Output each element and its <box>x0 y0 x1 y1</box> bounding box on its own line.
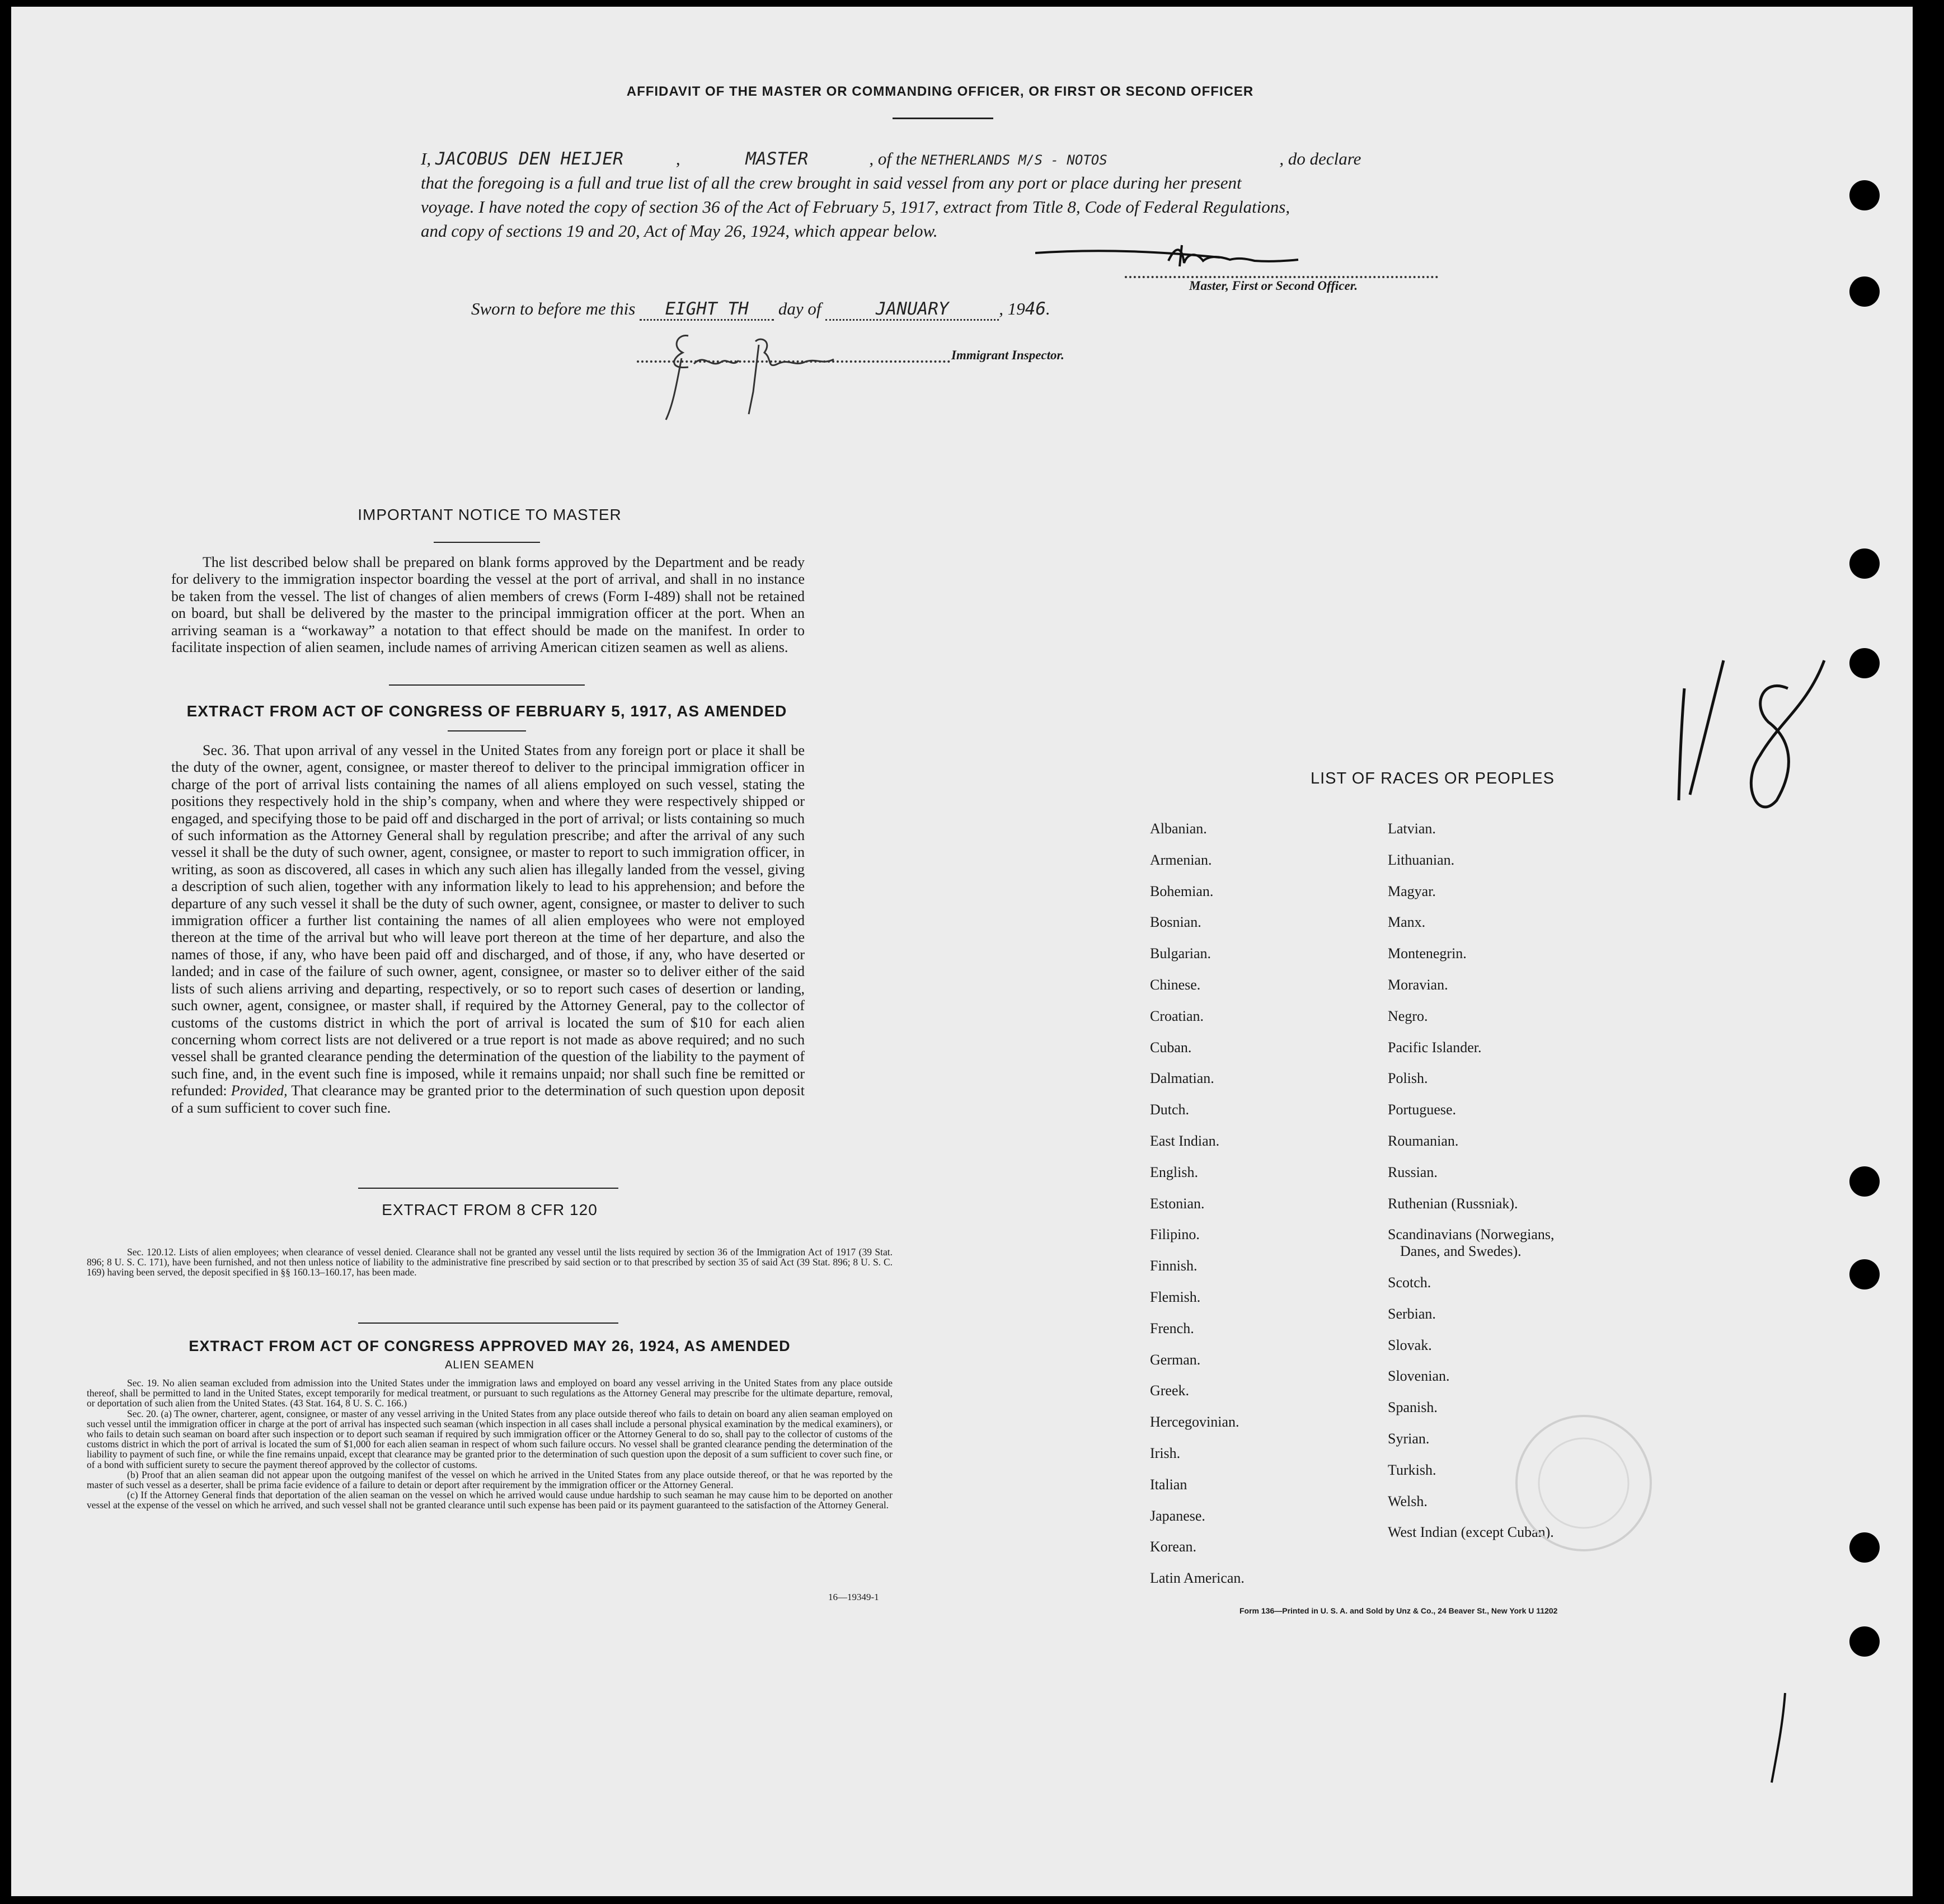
race-item: Filipino. <box>1150 1226 1200 1243</box>
race-item: Ruthenian (Russniak). <box>1388 1195 1518 1212</box>
race-item: Spanish. <box>1388 1399 1438 1416</box>
rank-field: MASTER <box>684 147 869 171</box>
race-item: Japanese. <box>1150 1507 1205 1524</box>
form-footer: Form 136—Printed in U. S. A. and Sold by Unz & Co., 24 Beaver St., New York U 11202 <box>1239 1606 1558 1615</box>
section-divider <box>358 1323 618 1324</box>
race-item: Bohemian. <box>1150 883 1214 899</box>
race-item: Magyar. <box>1388 883 1436 899</box>
race-item: Serbian. <box>1388 1305 1436 1322</box>
inspector-signature <box>655 325 867 425</box>
race-item: German. <box>1150 1351 1201 1368</box>
race-item: Lithuanian. <box>1388 851 1455 868</box>
race-item: Cuban. <box>1150 1039 1192 1056</box>
race-item: Korean. <box>1150 1539 1197 1555</box>
binder-hole <box>1849 1532 1880 1563</box>
race-item: Dutch. <box>1150 1101 1190 1118</box>
race-item: Irish. <box>1150 1445 1181 1461</box>
race-item: Russian. <box>1388 1164 1438 1180</box>
binder-hole <box>1849 180 1880 210</box>
print-code: 16—19349-1 <box>828 1592 879 1602</box>
race-item: Welsh. <box>1388 1493 1428 1509</box>
declaration <box>421 147 1478 243</box>
master-signature <box>1035 241 1304 280</box>
section-divider <box>358 1188 618 1189</box>
race-item: Italian <box>1150 1476 1187 1493</box>
race-item: Roumanian. <box>1388 1133 1459 1149</box>
signature-line <box>1125 276 1438 278</box>
handwritten-mark <box>1656 655 1841 840</box>
race-item: Bosnian. <box>1150 914 1201 931</box>
race-item: Estonian. <box>1150 1195 1205 1212</box>
binder-hole <box>1849 1259 1880 1289</box>
race-item: Hercegovinian. <box>1150 1414 1239 1431</box>
race-item: East Indian. <box>1150 1133 1220 1149</box>
sec-19: Sec. 19. No alien seaman excluded from admission into the United States under the immigration laws and employed on board any vessel arriving in the United States from any place outside thereof, shall be permitted to land in the United States, except temporarily for medical treatment, or pursuant to such regulations as the Attorney General may prescribe for the ultimate departure, removal, or deportation of such alien from the United States. (43 Stat. 164, 8 U. S. C. 166.) <box>87 1377 893 1409</box>
race-item: Greek. <box>1150 1382 1190 1399</box>
title-divider <box>893 118 993 119</box>
race-item: Manx. <box>1388 914 1426 931</box>
extract-cfr-body: Sec. 120.12. Lists of alien employees; when clearance of vessel denied. Clearance shall not be granted any vessel until the lists required by section 36 of the Immigration Act of 1917 (39 Stat. 896; 8 U. S. C. 171), have been furnished, and not then unless notice of liability to the administrative fine prescribed by said section or to that prescribed by section 35 of said Act (39 Stat. 896; 8 U. S. C. 169) having been served, the deposit specified in §§ 160.13–160.17, has been made. <box>87 1246 893 1278</box>
race-item: Montenegrin. <box>1388 945 1467 962</box>
binder-hole <box>1849 548 1880 579</box>
extract-1924-subtitle: ALIEN SEAMEN <box>445 1359 534 1371</box>
race-item: Dalmatian. <box>1150 1070 1214 1087</box>
sworn-line: Sworn to before me this EIGHT TH day of JANUARY , 1946. <box>471 299 1050 321</box>
race-item: West Indian (except Cuban). <box>1388 1524 1554 1541</box>
inspector-signature-line <box>637 360 950 363</box>
race-item: Armenian. <box>1150 851 1212 868</box>
race-item: Albanian. <box>1150 820 1207 837</box>
race-item: Slovenian. <box>1388 1368 1450 1385</box>
officer-label: Master, First or Second Officer. <box>1189 279 1358 293</box>
race-item: Slovak. <box>1388 1336 1432 1353</box>
sworn-year-field: 46 <box>1025 299 1046 319</box>
declaration-line-2: that the foregoing is a full and true list of all the crew brought in said vessel from any port or place during her present <box>421 173 1242 193</box>
race-item: Finnish. <box>1150 1258 1198 1274</box>
inspector-label: Immigrant Inspector. <box>951 348 1064 362</box>
faint-seal <box>1511 1410 1656 1556</box>
binder-hole <box>1849 648 1880 678</box>
extract-cfr-title: EXTRACT FROM 8 CFR 120 <box>382 1201 598 1218</box>
race-item: Moravian. <box>1388 977 1448 993</box>
race-item: Bulgarian. <box>1150 945 1212 962</box>
race-item: Scandinavians (Norwegians, <box>1388 1226 1555 1243</box>
race-item: Syrian. <box>1388 1431 1430 1447</box>
extract-1917-divider <box>448 730 526 731</box>
extract-1924-body <box>87 1378 893 1511</box>
races-title: LIST OF RACES OR PEOPLES <box>1310 770 1555 787</box>
race-item: Polish. <box>1388 1070 1428 1087</box>
extract-1917-body: Sec. 36. That upon arrival of any vessel in the United States from any foreign port or place it shall be the duty of the owner, agent, consignee, or master thereof to deliver to the principal immigration officer in charge of the port of arrival lists containing the names of all aliens employed on such vessel, stating the positions they respectively hold in the ship’s company, when and where they were respectively shipped or engaged, and specifying those to be paid off and discharged in the port of arrival; or lists containing so much of such information as the Attorney General shall by regulation prescribe; and after the arrival of any such vessel it shall be the duty of such owner, agent, consignee, or master to report to such immigration officer, in writing, as soon as discovered, all cases in which any such alien has illegally landed from the vessel, giving a description of such alien, together with any information likely to lead to his apprehension; and before the departure of any such vessel it shall be the duty of such owner, agent, consignee, or master to deliver to such immigration officer a further list containing the names of all alien employees who were not employed thereon at the time of the arrival but who will leave port thereon at the time of her departure, and also the names of those, if any, who have been paid off and discharged, and of those, if any, who have deserted or landed; and in case of the failure of such owner, agent, consignee, or master so to deliver either of the said lists of such aliens arriving and departing, respectively, or so to report such cases of desertion or landing, such owner, agent, consignee, or master shall, if required by the Attorney General, pay to the collector of customs of the customs district in which the port of arrival is located the sum of $10 for each alien concerning whom correct lists are not delivered or a true report is not made as above required; and no such vessel shall be granted clearance pending the determination of the question of the liability to the payment of such fine, and, in the event such fine is imposed, while it remains unpaid; nor shall such fine be remitted or refunded: Provided, That clearance may be granted prior to the determination of such question upon deposit of a sum sufficient to cover such fine. <box>171 742 805 1116</box>
section-divider <box>389 684 585 686</box>
race-item: Latvian. <box>1388 820 1436 837</box>
declaration-line-1: I, JACOBUS DEN HEIJER , MASTER , of the NETHERLANDS M/S - NOTOS , do declare <box>421 147 1478 171</box>
notice-title: IMPORTANT NOTICE TO MASTER <box>358 506 622 523</box>
sec-20b: (b) Proof that an alien seaman did not appear upon the outgoing manifest of the vessel on which he arrived in the United States from any place outside thereof, or that he was reported by the master of such vessel as a deserter, shall be prima facie evidence of a failure to detain or deport after requirement by the immigration officer or the Attorney General. <box>87 1469 893 1491</box>
sec-20c: (c) If the Attorney General finds that deportation of the alien seaman on the vessel on which he arrived would cause undue hardship to such seaman he may cause him to be deported on another vessel at the expense of the vessel on which he arrived, and such vessel shall not be granted clearance until such expense has been paid or its payment guaranteed to the satisfaction of the Attorney General. <box>87 1489 893 1511</box>
vessel-field: NETHERLANDS M/S - NOTOS <box>921 148 1279 171</box>
race-item: Negro. <box>1388 1007 1428 1024</box>
extract-1917-title: EXTRACT FROM ACT OF CONGRESS OF FEBRUARY 5, 1917, AS AMENDED <box>186 702 787 720</box>
declaration-line-4: and copy of sections 19 and 20, Act of May 26, 1924, which appear below. <box>421 221 938 241</box>
race-item: English. <box>1150 1164 1198 1180</box>
race-item: Flemish. <box>1150 1289 1201 1305</box>
binder-hole <box>1849 1626 1880 1657</box>
race-item: Turkish. <box>1388 1461 1436 1478</box>
race-item: French. <box>1150 1320 1194 1336</box>
race-item: Scotch. <box>1388 1274 1431 1291</box>
extract-1924-title: EXTRACT FROM ACT OF CONGRESS APPROVED MAY 26, 1924, AS AMENDED <box>189 1338 791 1354</box>
notice-divider <box>434 542 540 543</box>
affidavit-title: AFFIDAVIT OF THE MASTER OR COMMANDING OFFICER, OR FIRST OR SECOND OFFICER <box>626 84 1254 99</box>
race-item: Portuguese. <box>1388 1101 1457 1118</box>
master-name-field: JACOBUS DEN HEIJER <box>435 147 676 171</box>
race-item: Croatian. <box>1150 1007 1204 1024</box>
binder-hole <box>1849 276 1880 307</box>
sec-20a: Sec. 20. (a) The owner, charterer, agent, consignee, or master of any vessel arriving in the United States from any place outside thereof who fails to detain on board any alien seaman employed on such vessel until the immigration officer in charge at the port of arrival has inspected such seaman (which inspection in all cases shall include a personal physical examination by the medical examiners), or who fails to detain such seaman on board after such inspection or to deport such seaman if required by such immigration officer or the Attorney General to do so, shall pay to the collector of customs of the customs district in which the port of arrival is located the sum of $1,000 for each alien seaman in respect of whom such failure occurs. No vessel shall be granted clearance pending the determination of the liability to payment of such fine, or while the fine remains unpaid, except that clearance may be granted prior to the determination of such question upon the deposit of a sum sufficient to cover such fine, or of a bond with sufficient surety to secure the payment thereof approved by the collector of customs. <box>87 1408 893 1470</box>
race-item: Chinese. <box>1150 977 1201 993</box>
race-item: Latin American. <box>1150 1570 1245 1587</box>
pencil-stroke <box>1763 1690 1796 1785</box>
declaration-line-3: voyage. I have noted the copy of section 36 of the Act of February 5, 1917, extract from Title 8, Code of Federal Regulations, <box>421 197 1290 217</box>
race-item: Pacific Islander. <box>1388 1039 1482 1056</box>
sworn-month-field: JANUARY <box>825 299 999 321</box>
race-item: Danes, and Swedes). <box>1400 1243 1522 1260</box>
sworn-day-field: EIGHT TH <box>640 299 774 321</box>
binder-hole <box>1849 1166 1880 1197</box>
notice-body: The list described below shall be prepared on blank forms approved by the Department and be ready for delivery to the immigration inspector boarding the vessel at the port of arrival, and shall in no instance be taken from the vessel. The list of changes of alien members of crews (Form I-489) shall not be retained on board, but shall be delivered by the master to the principal immigration officer at the port. When an arriving seaman is a “workaway” a notation to that effect should be made on the manifest. In order to facilitate inspection of alien seamen, include names of arriving American citizen seamen as well as aliens. <box>171 554 805 656</box>
